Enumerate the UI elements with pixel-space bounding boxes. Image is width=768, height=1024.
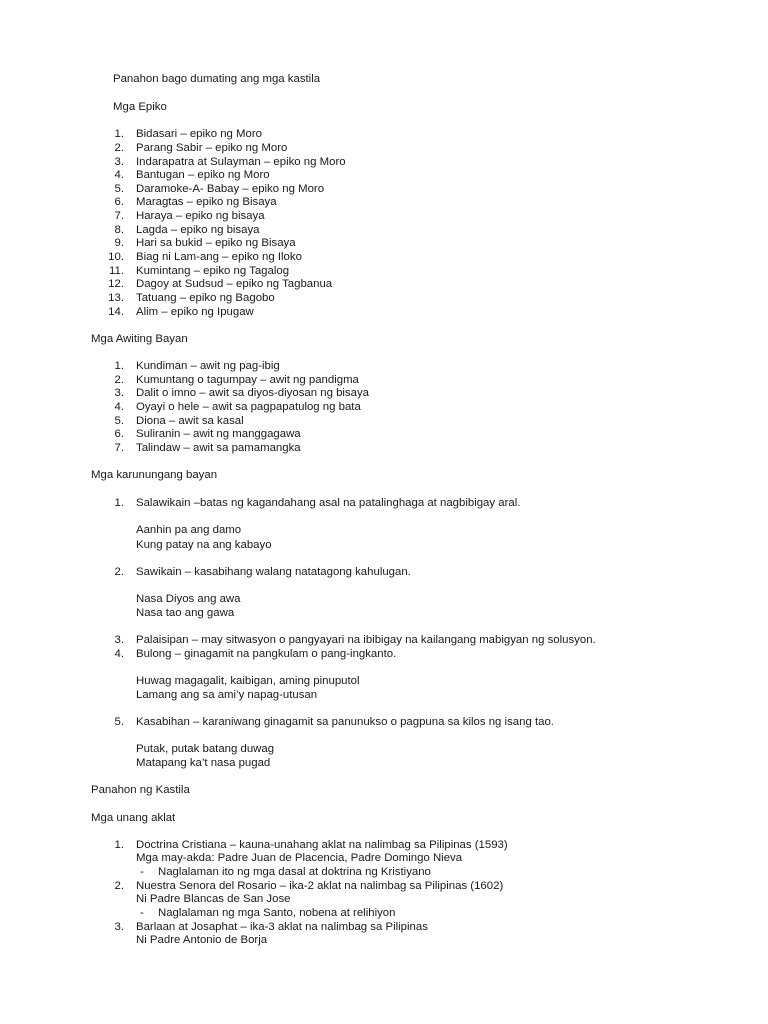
list-number: 3. bbox=[114, 156, 124, 168]
example-line: Kung patay na ang kabayo bbox=[136, 539, 272, 551]
list-item: Bulong – ginagamit na pangkulam o pang-ingkanto. bbox=[136, 648, 397, 660]
list-number: 7. bbox=[114, 210, 124, 222]
list-item: Kasabihan – karaniwang ginagamit sa panunukso o pagpuna sa kilos ng isang tao. bbox=[136, 716, 554, 728]
section-heading: Panahon bago dumating ang mga kastila bbox=[113, 73, 321, 85]
example-line: Nasa Diyos ang awa bbox=[136, 593, 241, 605]
list-number: 3. bbox=[114, 921, 124, 933]
list-number: 10. bbox=[108, 251, 124, 263]
list-number: 1. bbox=[114, 497, 124, 509]
list-item: Tatuang – epiko ng Bagobo bbox=[136, 292, 275, 304]
list-item: Indarapatra at Sulayman – epiko ng Moro bbox=[136, 156, 346, 168]
list-number: 6. bbox=[114, 196, 124, 208]
list-item: Hari sa bukid – epiko ng Bisaya bbox=[136, 237, 296, 249]
list-number: 8. bbox=[114, 224, 124, 236]
section-heading: Panahon ng Kastila bbox=[91, 784, 190, 796]
subsection-heading: Mga Awiting Bayan bbox=[91, 333, 188, 345]
list-item: Biag ni Lam-ang – epiko ng Iloko bbox=[136, 251, 302, 263]
list-number: 12. bbox=[108, 278, 124, 290]
list-number: 13. bbox=[108, 292, 124, 304]
example-line: Lamang ang sa ami’y napag-utusan bbox=[136, 689, 318, 701]
bullet-dash: - bbox=[140, 907, 144, 919]
bullet-dash: - bbox=[140, 866, 144, 878]
list-item: Dagoy at Sudsud – epiko ng Tagbanua bbox=[136, 278, 333, 290]
list-item: Kumuntang o tagumpay – awit ng pandigma bbox=[136, 374, 359, 386]
list-item-note: Naglalaman ito ng mga dasal at doktrina ng Kristiyano bbox=[158, 866, 431, 878]
list-item: Dalit o imno – awit sa diyos-diyosan ng bisaya bbox=[136, 387, 369, 399]
list-number: 5. bbox=[114, 415, 124, 427]
subsection-heading: Mga unang aklat bbox=[91, 812, 176, 824]
list-number: 14. bbox=[108, 306, 124, 318]
list-item: Talindaw – awit sa pamamangka bbox=[136, 442, 301, 454]
list-number: 2. bbox=[114, 566, 124, 578]
list-number: 3. bbox=[114, 387, 124, 399]
list-item: Bantugan – epiko ng Moro bbox=[136, 169, 270, 181]
list-number: 11. bbox=[109, 265, 124, 277]
list-number: 5. bbox=[114, 183, 124, 195]
list-number: 3. bbox=[114, 634, 124, 646]
list-number: 5. bbox=[114, 716, 124, 728]
list-item: Lagda – epiko ng bisaya bbox=[136, 224, 260, 236]
list-item: Maragtas – epiko ng Bisaya bbox=[136, 196, 277, 208]
example-line: Putak, putak batang duwag bbox=[136, 743, 275, 755]
list-item-note: Naglalaman ng mga Santo, nobena at relihiyon bbox=[158, 907, 396, 919]
list-number: 4. bbox=[114, 401, 124, 413]
list-number: 1. bbox=[114, 128, 124, 140]
list-item: Alim – epiko ng Ipugaw bbox=[136, 306, 254, 318]
list-item: Barlaan at Josaphat – ika-3 aklat na nalimbag sa Pilipinas bbox=[136, 921, 428, 933]
list-number: 4. bbox=[114, 169, 124, 181]
list-item: Daramoke-A- Babay – epiko ng Moro bbox=[136, 183, 325, 195]
list-item: Parang Sabir – epiko ng Moro bbox=[136, 142, 288, 154]
list-number: 2. bbox=[114, 374, 124, 386]
list-item: Nuestra Senora del Rosario – ika-2 aklat na nalimbag sa Pilipinas (1602) bbox=[136, 880, 504, 892]
list-item-author: Mga may-akda: Padre Juan de Placencia, Padre Domingo Nieva bbox=[136, 852, 463, 864]
list-item: Palaisipan – may sitwasyon o pangyayari na ibibigay na kailangang mabigyan ng solusyon. bbox=[136, 634, 596, 646]
subsection-heading: Mga karunungang bayan bbox=[91, 469, 218, 481]
example-line: Aanhin pa ang damo bbox=[136, 524, 242, 536]
list-item: Doctrina Cristiana – kauna-unahang aklat na nalimbag sa Pilipinas (1593) bbox=[136, 839, 508, 851]
example-line: Matapang ka’t nasa pugad bbox=[136, 757, 271, 769]
list-number: 6. bbox=[114, 428, 124, 440]
list-item: Suliranin – awit ng manggagawa bbox=[136, 428, 301, 440]
list-item: Bidasari – epiko ng Moro bbox=[136, 128, 262, 140]
list-number: 7. bbox=[114, 442, 124, 454]
list-number: 2. bbox=[114, 880, 124, 892]
list-number: 1. bbox=[114, 839, 124, 851]
list-item: Salawikain –batas ng kagandahang asal na patalinghaga at nagbibigay aral. bbox=[136, 497, 521, 509]
example-line: Nasa tao ang gawa bbox=[136, 607, 235, 619]
list-number: 9. bbox=[114, 237, 124, 249]
subsection-heading: Mga Epiko bbox=[113, 101, 167, 113]
list-number: 1. bbox=[114, 360, 124, 372]
list-item: Kundiman – awit ng pag-ibig bbox=[136, 360, 280, 372]
list-number: 4. bbox=[114, 648, 124, 660]
list-item-author: Ni Padre Blancas de San Jose bbox=[136, 893, 291, 905]
example-line: Huwag magagalit, kaibigan, aming pinuputol bbox=[136, 675, 360, 687]
list-item: Sawikain – kasabihang walang natatagong kahulugan. bbox=[136, 566, 411, 578]
list-item: Oyayi o hele – awit sa pagpapatulog ng bata bbox=[136, 401, 361, 413]
list-item: Kumintang – epiko ng Tagalog bbox=[136, 265, 290, 277]
list-item: Diona – awit sa kasal bbox=[136, 415, 244, 427]
list-number: 2. bbox=[114, 142, 124, 154]
list-item: Haraya – epiko ng bisaya bbox=[136, 210, 265, 222]
list-item-author: Ni Padre Antonio de Borja bbox=[136, 934, 268, 946]
